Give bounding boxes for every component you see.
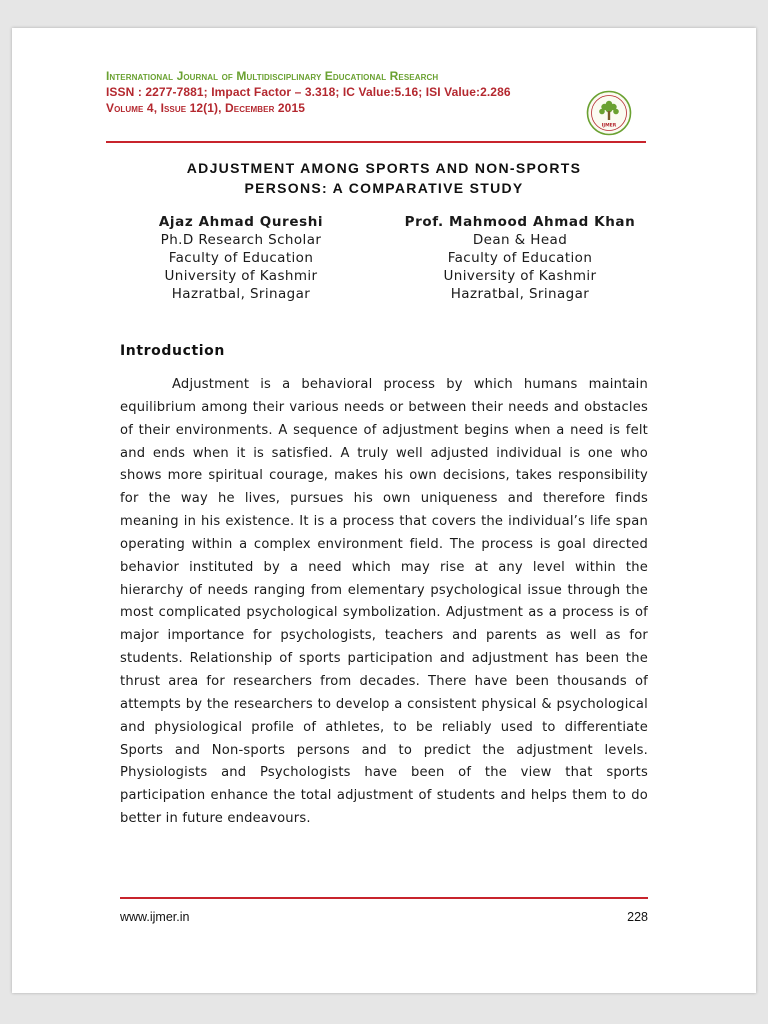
journal-logo-text: IJMER (601, 123, 617, 129)
section-heading-introduction: Introduction (120, 343, 225, 359)
header-rule (106, 141, 646, 143)
author-location: Hazratbal, Srinagar (450, 286, 590, 302)
journal-header (106, 68, 526, 116)
author-block-1 (128, 213, 354, 303)
article-title-line-1: ADJUSTMENT AMONG SPORTS AND NON-SPORTS (186, 160, 582, 176)
author-name: Prof. Mahmood Ahmad Khan (404, 214, 636, 230)
author-department: Faculty of Education (447, 250, 593, 266)
journal-issn-line: ISSN : 2277-7881; Impact Factor – 3.318; IC Value:5.16; ISI Value:2.286 (106, 85, 511, 99)
article-title (120, 158, 648, 198)
article-title-line-2: PERSONS: A COMPARATIVE STUDY (244, 180, 524, 196)
introduction-paragraph: Adjustment is a behavioral process by which humans maintain equilibrium among their various needs or between their needs and obstacles of their environments. A sequence of adjustment begins when a need is felt and ends when it is satisfied. A truly well adjusted individual is one who shows more spiritual courage, makes his own decisions, takes responsibility for the way he lives, pursues his own uniqueness and therefore finds meaning in his existence. It is a process that covers the individual’s life span operating within a complex environment field. The process is goal directed behavior instituted by a need which may rise at any level within the hierarchy of needs ranging from elementary psychological issue through the most complicated psychological symbolization. Adjustment as a process is of major importance for psychologists, teachers and parents as well as for students. Relationship of sports participation and adjustment has been the thrust area for researchers from decades. There have been thousands of attempts by the researchers to develop a consistent physical & psychological and physiological profile of athletes, to be reliably used to differentiate Sports and Non-sports persons and to predict the adjustment levels. Physiologists and Psychologists have been of the view that sports participation enhance the total adjustment of students and helps them to do better in future endeavours. (120, 377, 648, 827)
author-location: Hazratbal, Srinagar (171, 286, 311, 302)
author-department: Faculty of Education (168, 250, 314, 266)
author-role: Ph.D Research Scholar (160, 232, 322, 248)
author-institution: University of Kashmir (164, 268, 318, 284)
page-number: 228 (627, 910, 648, 924)
author-name: Ajaz Ahmad Qureshi (158, 214, 324, 230)
journal-name: International Journal of Multidisciplinary Educational Research (106, 69, 439, 83)
footer-url: www.ijmer.in (120, 910, 190, 924)
author-institution: University of Kashmir (443, 268, 597, 284)
author-role: Dean & Head (472, 232, 568, 248)
author-block-2 (392, 213, 648, 303)
journal-volume-line: Volume 4, Issue 12(1), December 2015 (106, 101, 306, 115)
journal-logo (586, 90, 632, 136)
footer-rule (120, 897, 648, 899)
